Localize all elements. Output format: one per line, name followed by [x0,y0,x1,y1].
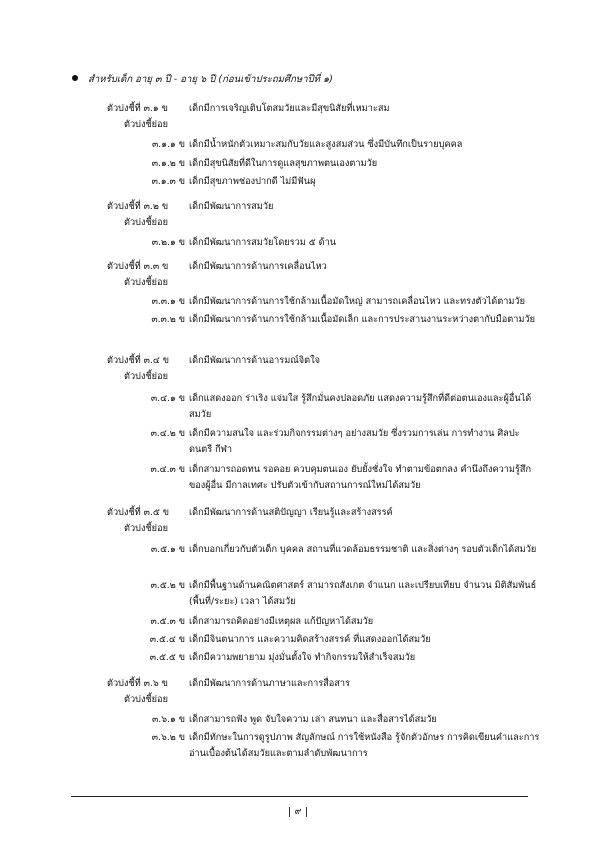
sub-indicator-code: ๓.๔.๓ ข [150,464,185,475]
sub-indicator-code: ๓.๕.๕ ข [149,652,185,663]
sub-indicator-text: เด็กสามารถอดทน รอคอย ควบคุมตนเอง ยับยั้งชั่งใจ ทำตามข้อตกลง คำนึงถึงความรู้สึกของผู้อื่น มีกาลเทศะ ปรับตัวเข้ากับสถานการณ์ใหม่ได้สมวัย [189,464,532,491]
indicator-code: ตัวบ่งชี้ที่ ๓.๒ ข [107,201,169,212]
sub-indicator-label: ตัวบ่งชี้ย่อย [124,277,168,288]
indicator-code: ตัวบ่งชี้ที่ ๓.๔ ข [107,355,170,366]
bullet-icon [72,75,78,81]
sub-indicator-text: เด็กสามารถคิดอย่างมีเหตุผล แก้ปัญหาได้สมวัย [189,616,374,627]
sub-indicator-code: ๓.๖.๑ ข [152,714,185,725]
footer-divider [71,796,528,797]
page-number [283,804,313,819]
indicator-title: เด็กมีการเจริญเติบโตสมวัยและมีสุขนิสัยที่เหมาะสม [189,103,390,114]
sub-indicator-text: เด็กมีความสนใจ และร่วมกิจกรรมต่างๆ อย่างสมวัย ซึ่งรวมการเล่น การทำงาน ศิลปะ ดนตรี กีฬา [189,428,520,455]
sub-indicator-text: เด็กมีจินตนาการ และความคิดสร้างสรรค์ ที่แสดงออกได้สมวัย [189,634,431,645]
sub-indicator-code: ๓.๔.๒ ข [150,428,185,439]
indicator-title: เด็กมีพัฒนาการด้านการเคลื่อนไหว [189,261,327,272]
indicator-code: ตัวบ่งชี้ที่ ๓.๓ ข [107,261,169,272]
sub-indicator-label: ตัวบ่งชี้ย่อย [124,217,168,228]
indicator-title: เด็กมีพัฒนาการสมวัย [189,201,274,212]
sub-indicator-code: ๓.๕.๔ ข [149,634,185,645]
sub-indicator-code: ๓.๕.๑ ข [150,544,185,555]
sub-indicator-code: ๓.๓.๑ ข [151,296,185,307]
sub-indicator-code: ๓.๕.๒ ข [150,580,185,591]
sub-indicator-text: เด็กมีสุขภาพช่องปากดี ไม่มีฟันผุ [189,176,316,187]
indicator-title: เด็กมีพัฒนาการด้านสติปัญญา เรียนรู้และสร้างสรรค์ [189,507,393,518]
sub-indicator-label: ตัวบ่งชี้ย่อย [124,119,168,130]
sub-indicator-label: ตัวบ่งชี้ย่อย [124,694,168,705]
sub-indicator-text: เด็กมีความพยายาม มุ่งมั่นตั้งใจ ทำกิจกรรมให้สำเร็จสมวัย [189,652,416,663]
sub-indicator-text: เด็กมีสุขนิสัยที่ดีในการดูแลสุขภาพตนเองตามวัย [189,158,378,169]
indicator-code: ตัวบ่งชี้ที่ ๓.๕ ข [107,507,170,518]
sub-indicator-text: เด็กมีพัฒนาการด้านการใช้กล้ามเนื้อมัดเล็ก และการประสานงานระหว่างตากับมือตามวัย [189,314,535,325]
sub-indicator-code: ๓.๑.๑ ข [152,139,185,150]
sub-indicator-label: ตัวบ่งชี้ย่อย [124,523,168,534]
sub-indicator-text: เด็กมีทักษะในการดูรูปภาพ สัญลักษณ์ การใช้หนังสือ รู้จักตัวอักษร การคิดเขียนคำและการอ่านเบื้องต้นได้สมวัยและตามลำดับพัฒนาการ [189,732,540,759]
sub-indicator-code: ๓.๖.๒ ข [151,732,185,743]
sub-indicator-text: เด็กมีพื้นฐานด้านคณิตศาสตร์ สามารถสังเกต จำแนก และเปรียบเทียบ จำนวน มิติสัมพันธ์ (พื้นที่/ระยะ) เวลา ได้สมวัย [189,580,537,607]
sub-indicator-code: ๓.๑.๓ ข [151,176,185,187]
indicator-code: ตัวบ่งชี้ที่ ๓.๖ ข [107,678,168,689]
section-heading-text: สำหรับเด็ก อายุ ๓ ปี - อายุ ๖ ปี (ก่อนเข้าประถมศึกษาปีที่ ๑) [88,74,333,85]
indicator-code: ตัวบ่งชี้ที่ ๓.๑ ข [107,103,168,114]
page-number-bar-left [289,807,290,817]
sub-indicator-text: เด็กมีพัฒนาการสมวัยโดยรวม ๕ ด้าน [189,237,337,248]
sub-indicator-label: ตัวบ่งชี้ย่อย [124,371,168,382]
sub-indicator-text: เด็กมีพัฒนาการด้านการใช้กล้ามเนื้อมัดใหญ่ สามารถเคลื่อนไหว และทรงตัวได้ตามวัย [189,296,525,307]
page-number-bar-right [306,807,307,817]
sub-indicator-code: ๓.๔.๑ ข [150,393,185,404]
sub-indicator-text: เด็กแสดงออก ร่าเริง แจ่มใส รู้สึกมั่นคงปลอดภัย แสดงความรู้สึกที่ดีต่อตนเองและผู้อื่นได้สมวัย [189,393,532,420]
sub-indicator-text: เด็กสามารถฟัง พูด จับใจความ เล่า สนทนา และสื่อสารได้สมวัย [189,714,437,725]
indicator-title: เด็กมีพัฒนาการด้านอารมณ์จิตใจ [189,355,320,366]
indicator-title: เด็กมีพัฒนาการด้านภาษาและการสื่อสาร [189,678,350,689]
sub-indicator-text: เด็กบอกเกี่ยวกับตัวเด็ก บุคคล สถานที่แวดล้อมธรรมชาติ และสิ่งต่างๆ รอบตัวเด็กได้สมวัย [189,544,537,555]
sub-indicator-code: ๓.๓.๒ ข [151,314,185,325]
sub-indicator-code: ๓.๕.๓ ข [150,616,185,627]
sub-indicator-text: เด็กมีน้ำหนักตัวเหมาะสมกับวัยและสูงสมส่วน ซึ่งมีบันทึกเป็นรายบุคคล [189,139,463,150]
page-number-text: ๙ [294,806,302,817]
sub-indicator-code: ๓.๑.๒ ข [151,158,185,169]
sub-indicator-code: ๓.๒.๑ ข [151,237,185,248]
